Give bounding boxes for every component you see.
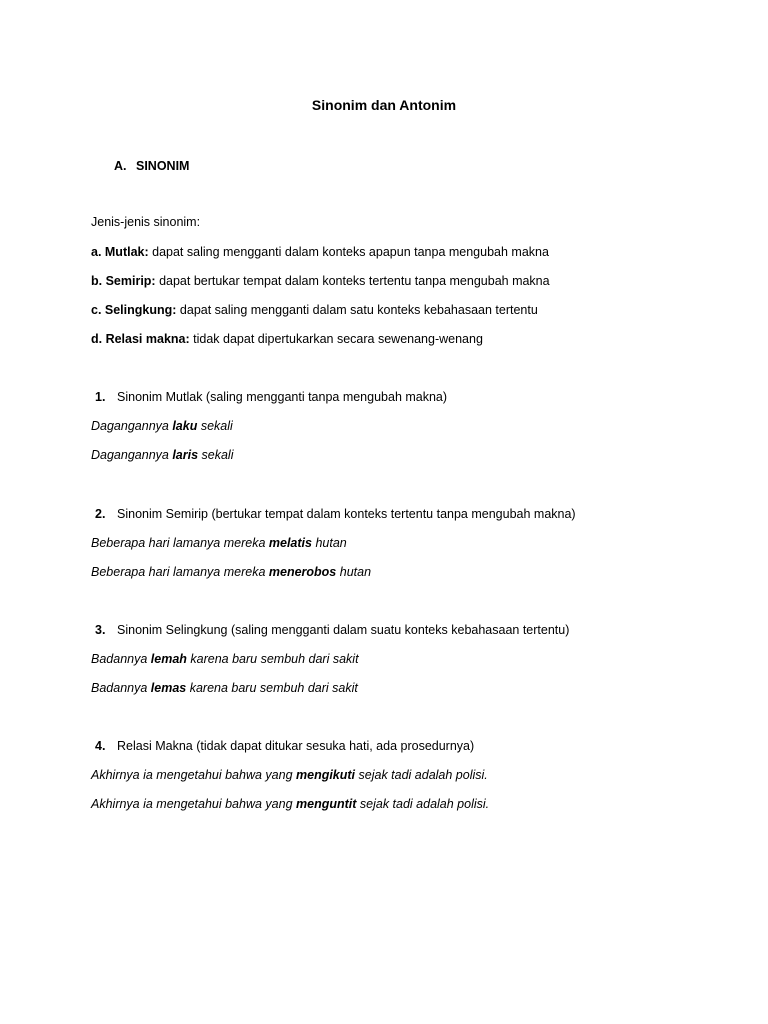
example-pre: Badannya bbox=[91, 652, 151, 666]
item-heading-3 bbox=[95, 622, 569, 638]
item-label: Sinonim Selingkung bbox=[117, 623, 228, 637]
section-heading bbox=[114, 158, 189, 174]
example-post: sekali bbox=[198, 448, 234, 462]
example-line bbox=[91, 680, 358, 696]
example-post: hutan bbox=[336, 565, 372, 579]
example-key: lemah bbox=[150, 652, 187, 666]
type-desc: dapat saling mengganti dalam konteks apapun tanpa mengubah makna bbox=[148, 245, 549, 259]
item-heading-4 bbox=[95, 738, 474, 754]
item-desc: (saling mengganti tanpa mengubah makna) bbox=[202, 390, 448, 404]
item-desc: (tidak dapat ditukar sesuka hati, ada prosedurnya) bbox=[192, 739, 475, 753]
example-key: laris bbox=[172, 448, 199, 462]
example-line bbox=[91, 796, 489, 812]
example-post: sejak tadi adalah polisi. bbox=[356, 797, 490, 811]
item-desc: (saling mengganti dalam suatu konteks kebahasaan tertentu) bbox=[227, 623, 570, 637]
item-desc: (bertukar tempat dalam konteks tertentu tanpa mengubah makna) bbox=[208, 507, 576, 521]
example-post: karena baru sembuh dari sakit bbox=[186, 652, 359, 666]
example-post: sejak tadi adalah polisi. bbox=[355, 768, 488, 782]
type-item-semirip bbox=[91, 273, 550, 289]
type-term: b. Semirip: bbox=[91, 274, 156, 288]
item-number: 3. bbox=[95, 623, 106, 637]
example-pre: Beberapa hari lamanya mereka bbox=[91, 536, 269, 550]
example-line bbox=[91, 447, 233, 463]
type-item-selingkung bbox=[91, 302, 538, 318]
example-pre: Badannya bbox=[91, 681, 151, 695]
example-pre: Akhirnya ia mengetahui bahwa yang bbox=[91, 768, 296, 782]
item-label: Sinonim Mutlak bbox=[117, 390, 203, 404]
example-pre: Akhirnya ia mengetahui bahwa yang bbox=[91, 797, 296, 811]
example-line bbox=[91, 418, 233, 434]
example-post: sekali bbox=[197, 419, 233, 433]
item-heading-2 bbox=[95, 506, 576, 522]
example-pre: Dagangannya bbox=[91, 448, 173, 462]
item-number: 2. bbox=[95, 507, 106, 521]
example-pre: Beberapa hari lamanya mereka bbox=[91, 565, 269, 579]
example-line bbox=[91, 564, 371, 580]
example-pre: Dagangannya bbox=[91, 419, 173, 433]
type-desc: tidak dapat dipertukarkan secara sewenang-wenang bbox=[189, 332, 483, 346]
type-term: d. Relasi makna: bbox=[91, 332, 190, 346]
example-post: karena baru sembuh dari sakit bbox=[186, 681, 358, 695]
section-marker: A. bbox=[114, 159, 127, 173]
example-key: laku bbox=[172, 419, 198, 433]
type-item-relasi-makna bbox=[91, 331, 483, 347]
type-term: c. Selingkung: bbox=[91, 303, 177, 317]
example-line bbox=[91, 651, 359, 667]
example-key: menerobos bbox=[268, 565, 337, 579]
section-label: SINONIM bbox=[136, 159, 190, 173]
type-desc: dapat bertukar tempat dalam konteks tertentu tanpa mengubah makna bbox=[155, 274, 550, 288]
item-number: 4. bbox=[95, 739, 106, 753]
item-heading-1 bbox=[95, 389, 447, 405]
example-post: hutan bbox=[311, 536, 347, 550]
type-desc: dapat saling mengganti dalam satu konteks kebahasaan tertentu bbox=[176, 303, 538, 317]
item-label: Relasi Makna bbox=[117, 739, 193, 753]
type-term: a. Mutlak: bbox=[91, 245, 149, 259]
example-line bbox=[91, 535, 347, 551]
type-item-mutlak bbox=[91, 244, 549, 260]
example-key: mengikuti bbox=[296, 768, 356, 782]
types-heading: Jenis-jenis sinonim: bbox=[91, 215, 201, 229]
example-key: menguntit bbox=[296, 797, 357, 811]
example-key: melatis bbox=[268, 536, 312, 550]
page-title: Sinonim dan Antonim bbox=[311, 97, 457, 113]
example-line bbox=[91, 767, 488, 783]
example-key: lemas bbox=[150, 681, 187, 695]
item-number: 1. bbox=[95, 390, 106, 404]
item-label: Sinonim Semirip bbox=[117, 507, 209, 521]
